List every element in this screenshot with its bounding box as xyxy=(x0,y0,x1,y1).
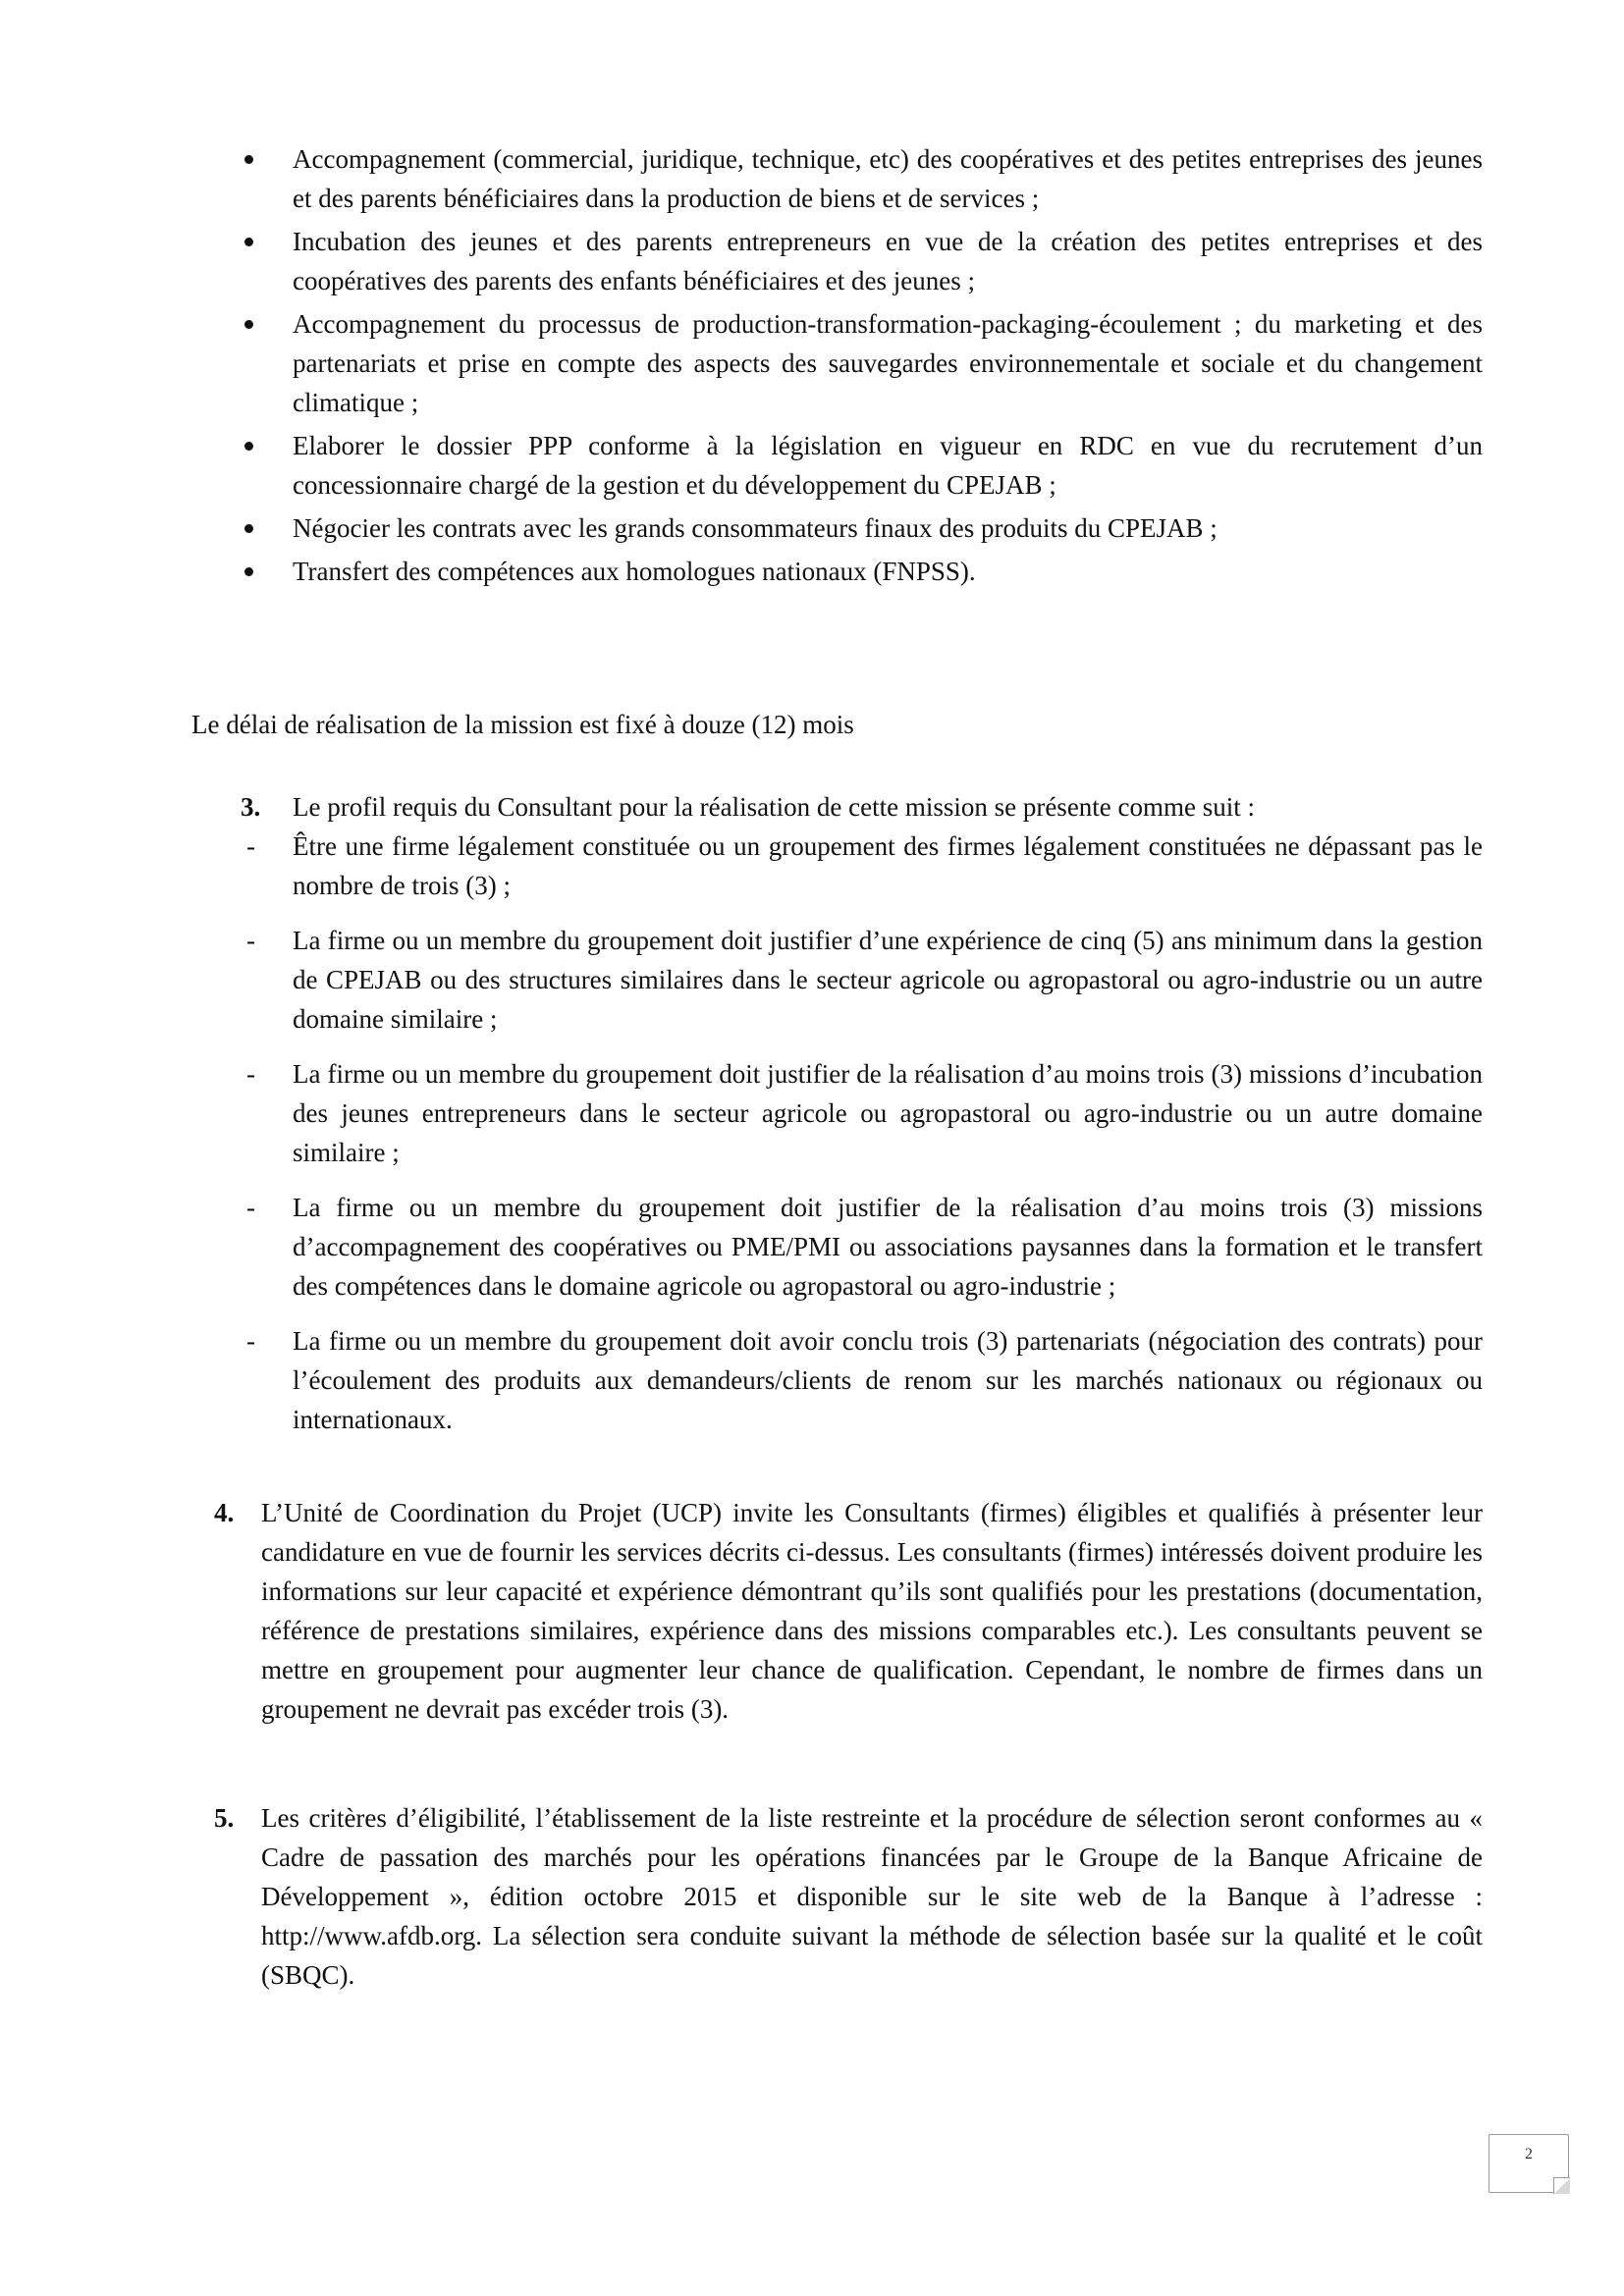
requirement-item xyxy=(241,921,1483,1039)
requirement-text: La firme ou un membre du groupement doit avoir conclu trois (3) partenariats (négociation des contrats) pour l’écoulement des produits aux demandeurs/clients de renom sur les marchés nationaux ou régionaux ou internationaux. xyxy=(293,1326,1483,1434)
dash-marker: - xyxy=(246,1193,255,1222)
dash-marker: - xyxy=(246,831,255,861)
requirement-text: La firme ou un membre du groupement doit justifier d’une expérience de cinq (5) ans minimum dans la gestion de CPEJAB ou des structures similaires dans le secteur agricole ou agropastoral ou agro-industrie ou un autre domaine similaire ; xyxy=(293,926,1483,1034)
requirement-text: La firme ou un membre du groupement doit justifier de la réalisation d’au moins trois (3) missions d’incubation des jeunes entrepreneurs dans le secteur agricole ou agropastoral ou agro-industrie ou un autre domaine similaire ; xyxy=(293,1059,1483,1167)
profile-heading xyxy=(241,787,1483,827)
section-number-3: 3. xyxy=(241,792,261,822)
section-5-text-before-link: Les critères d’éligibilité, l’établissement de la liste restreinte et la procédure de sélection seront conformes au « Cadre de passation des marchés pour les opérations financées par le Groupe de la Banque Africaine de Développement », édition octobre 2015 et disponible sur le site web de la Banque à l’adresse : xyxy=(261,1803,1483,1911)
task-bullet-item: Négocier les contrats avec les grands consommateurs finaux des produits du CPEJAB ; xyxy=(293,508,1483,548)
mission-delay-text: Le délai de réalisation de la mission est fixé à douze (12) mois xyxy=(191,710,854,739)
task-bullet-item: Transfert des compétences aux homologues nationaux (FNPSS). xyxy=(293,552,1483,591)
section-4-text: L’Unité de Coordination du Projet (UCP) invite les Consultants (firmes) éligibles et qualifiés à présenter leur candidature en vue de fournir les services décrits ci-dessus. Les consultants (firmes) intéressés doivent produire les informations sur leur capacité et expérience démontrant qu’ils sont qualifiés pour les prestations (documentation, référence de prestations similaires, expérience dans des missions comparables etc.). Les consultants peuvent se mettre en groupement pour augmenter leur chance de qualification. Cependant, le nombre de firmes dans un groupement ne devrait pas excéder trois (3). xyxy=(261,1498,1483,1724)
requirements-dash-list xyxy=(241,827,1483,1439)
section-5 xyxy=(214,1798,1483,1995)
page-number-box xyxy=(1489,2134,1569,2193)
section-number-4: 4. xyxy=(214,1498,235,1527)
requirement-item xyxy=(241,827,1483,905)
section-5-text-after-link: . La sélection sera conduite suivant la méthode de sélection basée sur la qualité et le coût (SBQC). xyxy=(261,1921,1483,1990)
dash-marker: - xyxy=(246,1059,255,1089)
profile-heading-text: Le profil requis du Consultant pour la réalisation de cette mission se présente comme suit : xyxy=(293,792,1256,822)
section-4 xyxy=(214,1493,1483,1729)
requirement-item xyxy=(241,1188,1483,1306)
requirement-text: Être une firme légalement constituée ou un groupement des firmes légalement constituées ne dépassant pas le nombre de trois (3) ; xyxy=(293,831,1483,900)
page-number: 2 xyxy=(1525,2146,1533,2163)
task-bullet-item: Elaborer le dossier PPP conforme à la législation en vigueur en RDC en vue du recrutement d’un concessionnaire chargé de la gestion et du développement du CPEJAB ; xyxy=(293,426,1483,505)
task-bullet-item: Incubation des jeunes et des parents entrepreneurs en vue de la création des petites entreprises et des coopératives des parents des enfants bénéficiaires et des jeunes ; xyxy=(293,222,1483,300)
afdb-website-link[interactable]: http://www.afdb.org xyxy=(261,1921,476,1950)
requirement-item xyxy=(241,1321,1483,1439)
task-bullet-item: Accompagnement (commercial, juridique, technique, etc) des coopératives et des petites entreprises des jeunes et des parents bénéficiaires dans la production de biens et de services ; xyxy=(293,139,1483,218)
task-bullet-list xyxy=(293,139,1483,595)
dash-marker: - xyxy=(246,926,255,955)
consultant-profile-section xyxy=(241,787,1483,1455)
task-bullet-item: Accompagnement du processus de production-transformation-packaging-écoulement ; du marketing et des partenariats et prise en compte des aspects des sauvegardes environnementale et sociale et du changement climatique ; xyxy=(293,304,1483,422)
dash-marker: - xyxy=(246,1326,255,1356)
section-number-5: 5. xyxy=(214,1803,235,1833)
requirement-item xyxy=(241,1054,1483,1172)
requirement-text: La firme ou un membre du groupement doit justifier de la réalisation d’au moins trois (3) missions d’accompagnement des coopératives ou PME/PMI ou associations paysannes dans la formation et le transfert des compétences dans le domaine agricole ou agropastoral ou agro-industrie ; xyxy=(293,1193,1483,1301)
